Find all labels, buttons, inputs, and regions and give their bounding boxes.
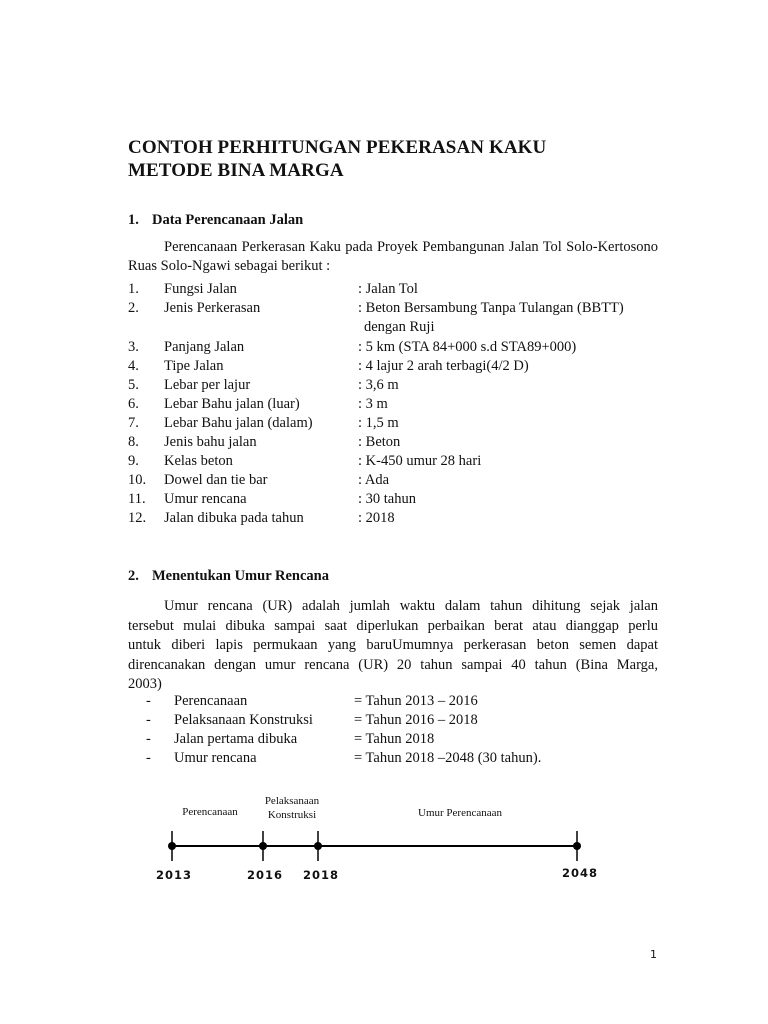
item-number: 6.: [128, 396, 139, 412]
paragraph-line: untuk diberi lapis permukaan yang baruUmumnya perkerasan beton semen dapat: [128, 637, 658, 653]
item-label: Lebar per lajur: [164, 377, 251, 393]
item-label: Umur rencana: [164, 491, 247, 507]
section-2-heading-text: Menentukan Umur Rencana: [152, 568, 329, 584]
item-number: 1.: [128, 281, 139, 297]
item-dash: -: [146, 731, 151, 747]
item-value: : Beton: [358, 434, 401, 450]
item-value: = Tahun 2016 – 2018: [354, 712, 478, 728]
timeline-point-2016: [259, 842, 267, 850]
title-line-2: METODE BINA MARGA: [128, 160, 344, 181]
timeline-segment-label-line: Perencanaan: [182, 806, 238, 818]
page-number: 1: [650, 948, 657, 961]
item-value: : 30 tahun: [358, 491, 416, 507]
item-label: Umur rencana: [174, 750, 257, 766]
title-line-1: CONTOH PERHITUNGAN PEKERASAN KAKU: [128, 137, 547, 158]
item-label: Panjang Jalan: [164, 339, 245, 355]
item-dash: -: [146, 750, 151, 766]
item-number: 4.: [128, 358, 139, 374]
timeline-point-2048: [573, 842, 581, 850]
item-label: Fungsi Jalan: [164, 281, 237, 297]
item-number: 10.: [128, 472, 147, 488]
item-number: 7.: [128, 415, 139, 431]
item-value: = Tahun 2018 –2048 (30 tahun).: [354, 750, 542, 766]
item-number: 8.: [128, 434, 139, 450]
item-value: : 5 km (STA 84+000 s.d STA89+000): [358, 339, 577, 355]
section-2-number: 2.: [128, 568, 139, 584]
paragraph-line: 2003): [128, 676, 162, 692]
item-value: : 3 m: [358, 396, 388, 412]
item-dash: -: [146, 693, 151, 709]
item-value: : Ada: [358, 472, 390, 488]
item-number: 2.: [128, 300, 139, 316]
timeline-year-label: 2048: [562, 866, 599, 880]
timeline-segment-label-line: Konstruksi: [267, 809, 317, 821]
timeline-year-label: 2018: [303, 868, 340, 882]
item-label: Jalan dibuka pada tahun: [164, 510, 304, 526]
item-label: Pelaksanaan Konstruksi: [174, 712, 313, 728]
item-value: : 2018: [358, 510, 395, 526]
section-1-number: 1.: [128, 212, 139, 228]
paragraph-line: Umur rencana (UR) adalah jumlah waktu dalam tahun dihitung sejak jalan: [164, 598, 658, 614]
section-1-intro: [128, 238, 658, 277]
section-1-heading: [128, 212, 303, 229]
paragraph-line: direncanakan dengan umur rencana (UR) 20 tahun sampai 40 tahun (Bina Marga,: [128, 656, 658, 673]
item-label: Lebar Bahu jalan (luar): [164, 396, 300, 412]
paragraph-line: tersebut mulai dibuka sampai saat diperlukan perbaikan berat atau dianggap perlu: [128, 617, 658, 634]
item-label: Perencanaan: [174, 693, 248, 709]
item-label: Lebar Bahu jalan (dalam): [164, 415, 313, 431]
item-value: : K-450 umur 28 hari: [358, 453, 482, 469]
item-dash: -: [146, 712, 151, 728]
item-value: = Tahun 2013 – 2016: [354, 693, 478, 709]
timeline-segment-label-line: Umur Perencanaan: [418, 807, 502, 819]
item-number: 9.: [128, 453, 139, 469]
item-value: : 1,5 m: [358, 415, 399, 431]
timeline-point-2013: [168, 842, 176, 850]
timeline-segment-label: [254, 794, 330, 822]
item-value: : 4 lajur 2 arah terbagi(4/2 D): [358, 358, 529, 374]
item-value-continuation: dengan Ruji: [364, 319, 435, 335]
item-number: 12.: [128, 510, 147, 526]
item-number: 5.: [128, 377, 139, 393]
item-number: 11.: [128, 491, 146, 507]
timeline-segment-label: [395, 806, 525, 820]
item-value: : Beton Bersambung Tanpa Tulangan (BBTT): [358, 300, 624, 316]
timeline-year-label: 2016: [247, 868, 284, 882]
section-1-intro-text: Perencanaan Perkerasan Kaku pada Proyek Pembangunan Jalan Tol Solo-Kertosono Ruas Solo-Ngawi sebagai berikut :: [128, 239, 658, 275]
timeline-diagram: [0, 790, 768, 900]
item-label: Jenis bahu jalan: [164, 434, 257, 450]
item-label: Tipe Jalan: [164, 358, 224, 374]
timeline-point-2018: [314, 842, 322, 850]
item-label: Jalan pertama dibuka: [174, 731, 298, 747]
timeline-segment-label: [170, 805, 250, 819]
item-label: Kelas beton: [164, 453, 233, 469]
item-value: : Jalan Tol: [358, 281, 418, 297]
item-label: Jenis Perkerasan: [164, 300, 261, 316]
timeline-segment-label-line: Pelaksanaan: [264, 795, 320, 807]
timeline-year-label: 2013: [156, 868, 193, 882]
item-number: 3.: [128, 339, 139, 355]
document-title: [128, 136, 546, 182]
item-label: Dowel dan tie bar: [164, 472, 268, 488]
section-1-heading-text: Data Perencanaan Jalan: [152, 212, 304, 228]
section-2-heading: [128, 568, 329, 585]
item-value: : 3,6 m: [358, 377, 399, 393]
item-value: = Tahun 2018: [354, 731, 435, 747]
